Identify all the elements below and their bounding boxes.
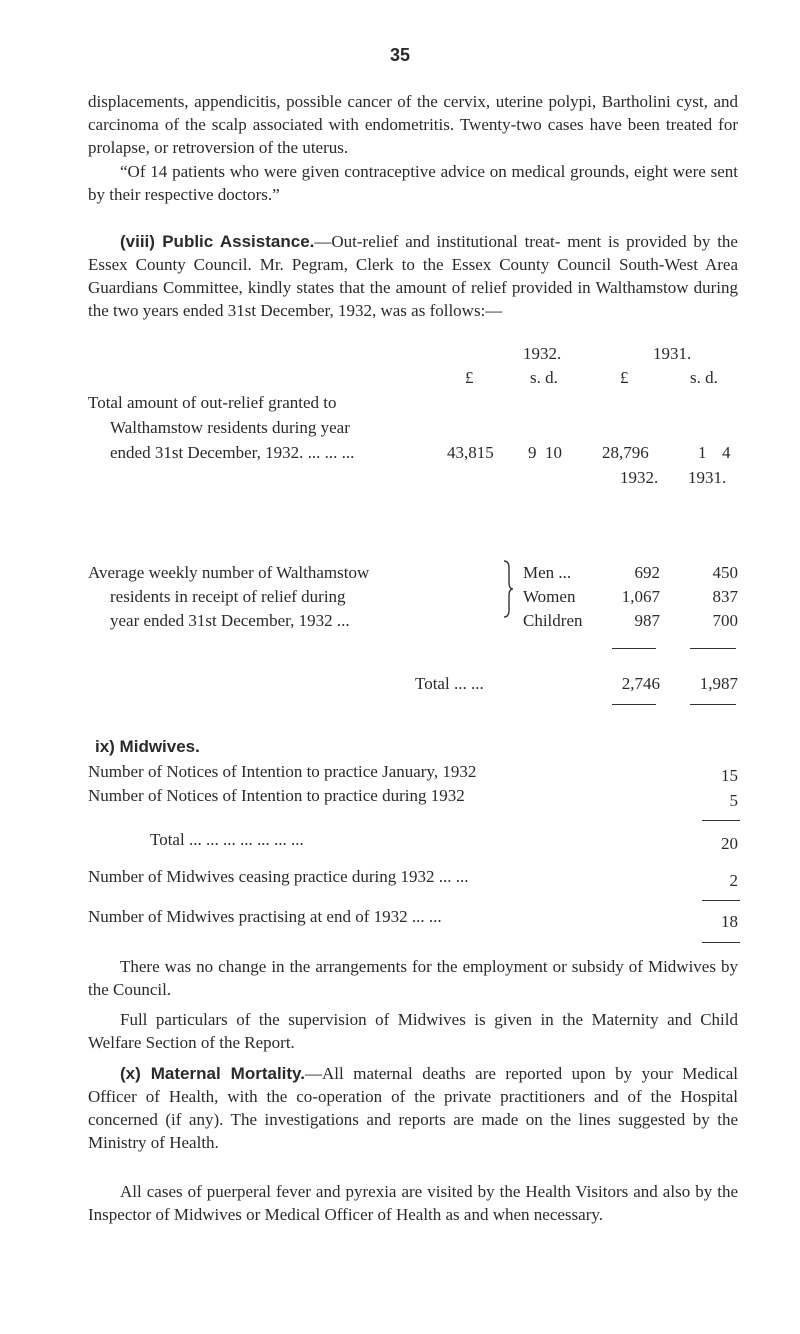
paragraph-contraceptive-advice: “Of 14 patients who were given contraceptive advice on medical grounds, eight were sent by their respective doctors.” [88, 162, 738, 204]
weekly-rule-above-total-1932 [612, 648, 656, 649]
weekly-row-1931-value: 700 [712, 611, 738, 630]
weekly-row-1932-value: 692 [634, 563, 660, 582]
relief-year-1932: 1932. [523, 344, 562, 363]
weekly-label-line3: year ended 31st December, 1932 ... [110, 611, 350, 630]
weekly-label-line1: Average weekly number of Walthamstow [88, 563, 370, 582]
weekly-label-line2: residents in receipt of relief during [110, 587, 346, 606]
section-heading-public-assistance: (viii) Public Assistance. [120, 232, 315, 251]
midwives-paragraph-supervision: Full particulars of the supervision of Midwives is given in the Maternity and Child Welfare Section of the Report. [88, 1010, 738, 1052]
weekly-total-1931: 1,987 [699, 674, 738, 693]
relief-label-line1: Total amount of out-relief granted to [88, 393, 337, 412]
weekly-row-1931-value: 450 [712, 563, 738, 582]
paragraph-puerperal-fever: All cases of puerperal fever and pyrexia are visited by the Health Visitors and also by the Inspector of Midwives or Medical Officer of Health as and when necessary. [88, 1182, 738, 1224]
weekly-col-1932: 1932. [620, 468, 659, 487]
weekly-total-label: Total ... ... [415, 674, 484, 693]
midwives-practising-label: Number of Midwives practising at end of 1932 ... ... [88, 907, 442, 926]
relief-pound-header-1932: £ [465, 368, 474, 387]
midwives-practising-value: 18 [721, 912, 738, 931]
page-number: 35 [389, 45, 411, 65]
relief-sd-header-1931: s. d. [690, 368, 718, 387]
section-text-public-assistance: —Out-relief and institutional treat- ment is provided by the Essex County Council. Mr. Pegram, Clerk to the Essex County Council South-West Area Guardians Committee, kindly states that the amount of relief provided in Walthamstow during the two years ended 31st December, 1932, was as follows:— [88, 232, 738, 320]
relief-sd-header-1932: s. d. [530, 368, 558, 387]
midwives-total-label: Total ... ... ... ... ... ... ... [150, 830, 304, 849]
weekly-rule-above-total-1931 [690, 648, 736, 649]
midwives-value-notices-during: 5 [729, 791, 738, 810]
midwives-rule-2 [702, 900, 740, 901]
weekly-row-1931-value: 837 [712, 587, 738, 606]
relief-1932-shillings: 9 [528, 443, 537, 462]
relief-1931-pence: 4 [722, 443, 731, 462]
curly-brace-icon [502, 560, 514, 618]
weekly-row-1932-value: 987 [634, 611, 660, 630]
section-public-assistance [88, 230, 738, 322]
weekly-total-1932: 2,746 [621, 674, 660, 693]
section-maternal-mortality [88, 1062, 738, 1154]
paragraph-gynaecology-continued: displacements, appendicitis, possible cancer of the cervix, uterine polypi, Bartholini cyst, and carcinoma of the scalp associated with endometritis. Twenty-two cases have been treated for prolapse, or retroversion of the uterus. [88, 92, 738, 157]
section-heading-midwives: ix) Midwives. [95, 737, 200, 756]
relief-1931-pounds: 28,796 [602, 443, 649, 462]
midwives-ceasing-label: Number of Midwives ceasing practice during 1932 ... ... [88, 867, 469, 886]
midwives-total-value: 20 [721, 834, 738, 853]
relief-pound-header-1931: £ [620, 368, 629, 387]
midwives-paragraph-arrangements: There was no change in the arrangements for the employment or subsidy of Midwives by the Council. [88, 957, 738, 999]
weekly-row-label: Children [523, 611, 583, 630]
relief-label-line3: ended 31st December, 1932. ... ... ... [110, 443, 355, 462]
relief-year-1931: 1931. [653, 344, 692, 363]
weekly-rule-below-total-1932 [612, 704, 656, 705]
weekly-row-1932-value: 1,067 [621, 587, 660, 606]
midwives-rule-3 [702, 942, 740, 943]
section-heading-maternal-mortality: (x) Maternal Mortality. [120, 1064, 305, 1083]
midwives-value-notices-january: 15 [721, 766, 738, 785]
section-text-maternal-mortality: —All maternal deaths are reported upon by your Medical Officer of Health, with the co-operation of the private practitioners and of the Hospital concerned (if any). The investigations and reports are made on the lines suggested by the Ministry of Health. [88, 1064, 739, 1152]
midwives-ceasing-value: 2 [729, 871, 738, 890]
weekly-row-label: Men ... [523, 563, 572, 582]
midwives-rule-1 [702, 820, 740, 821]
relief-label-line2: Walthamstow residents during year [110, 418, 350, 437]
relief-1932-pounds: 43,815 [447, 443, 494, 462]
weekly-rule-below-total-1931 [690, 704, 736, 705]
weekly-col-1931: 1931. [688, 468, 727, 487]
relief-1931-shillings: 1 [698, 443, 707, 462]
midwives-row-notices-during: Number of Notices of Intention to practice during 1932 [88, 786, 465, 805]
relief-1932-pence: 10 [545, 443, 562, 462]
midwives-row-notices-january: Number of Notices of Intention to practice January, 1932 [88, 762, 477, 781]
weekly-row-label: Women [523, 587, 576, 606]
